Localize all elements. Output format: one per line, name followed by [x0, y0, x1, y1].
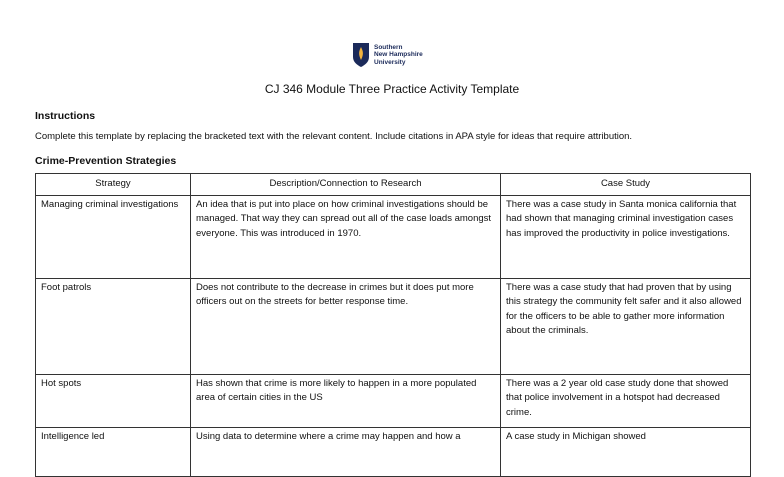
- table-row: [36, 374, 751, 427]
- shield-icon: [352, 42, 370, 68]
- case-study-cell: There was a case study that had proven that by using this strategy the community felt safer and it also allowed for the officers to be able to gather more information about the criminals.: [501, 278, 751, 374]
- instructions-text: Complete this template by replacing the bracketed text with the relevant content. Include citations in APA style for ideas that require attribution.: [35, 131, 633, 142]
- description-cell: An idea that is put into place on how criminal investigations should be managed. That way they can spread out all of the case loads amongst everyone. This was introduced in 1970.: [191, 195, 501, 278]
- header-strategy: Strategy: [36, 174, 191, 196]
- document-title: CJ 346 Module Three Practice Activity Template: [264, 82, 520, 96]
- instructions-heading: Instructions: [35, 110, 96, 122]
- table-row: [36, 195, 751, 278]
- case-study-cell: A case study in Michigan showed: [501, 427, 751, 476]
- strategies-table: [35, 173, 751, 477]
- strategy-cell: Hot spots: [36, 374, 191, 427]
- description-cell: Does not contribute to the decrease in crimes but it does put more officers out on the streets for better response time.: [191, 278, 501, 374]
- case-study-cell: There was a 2 year old case study done that showed that police involvement in a hotspot had decreased crime.: [501, 374, 751, 427]
- strategy-cell: Managing criminal investigations: [36, 195, 191, 278]
- description-cell: Using data to determine where a crime may happen and how a: [191, 427, 501, 476]
- strategy-cell: Intelligence led: [36, 427, 191, 476]
- university-logo: [352, 41, 423, 69]
- logo-line-3: University: [374, 58, 406, 66]
- section-heading: Crime-Prevention Strategies: [35, 155, 177, 167]
- description-cell: Has shown that crime is more likely to happen in a more populated area of certain cities in the US: [191, 374, 501, 427]
- strategy-cell: Foot patrols: [36, 278, 191, 374]
- logo-line-1: Southern: [374, 43, 403, 51]
- table-header-row: [36, 174, 751, 196]
- header-case-study: Case Study: [501, 174, 751, 196]
- logo-text: [374, 44, 423, 67]
- case-study-cell: There was a case study in Santa monica california that had shown that managing criminal investigation cases has improved the productivity in police investigations.: [501, 195, 751, 278]
- logo-line-2: New Hampshire: [374, 51, 423, 59]
- table-row: [36, 278, 751, 374]
- header-description: Description/Connection to Research: [191, 174, 501, 196]
- table-row: [36, 427, 751, 476]
